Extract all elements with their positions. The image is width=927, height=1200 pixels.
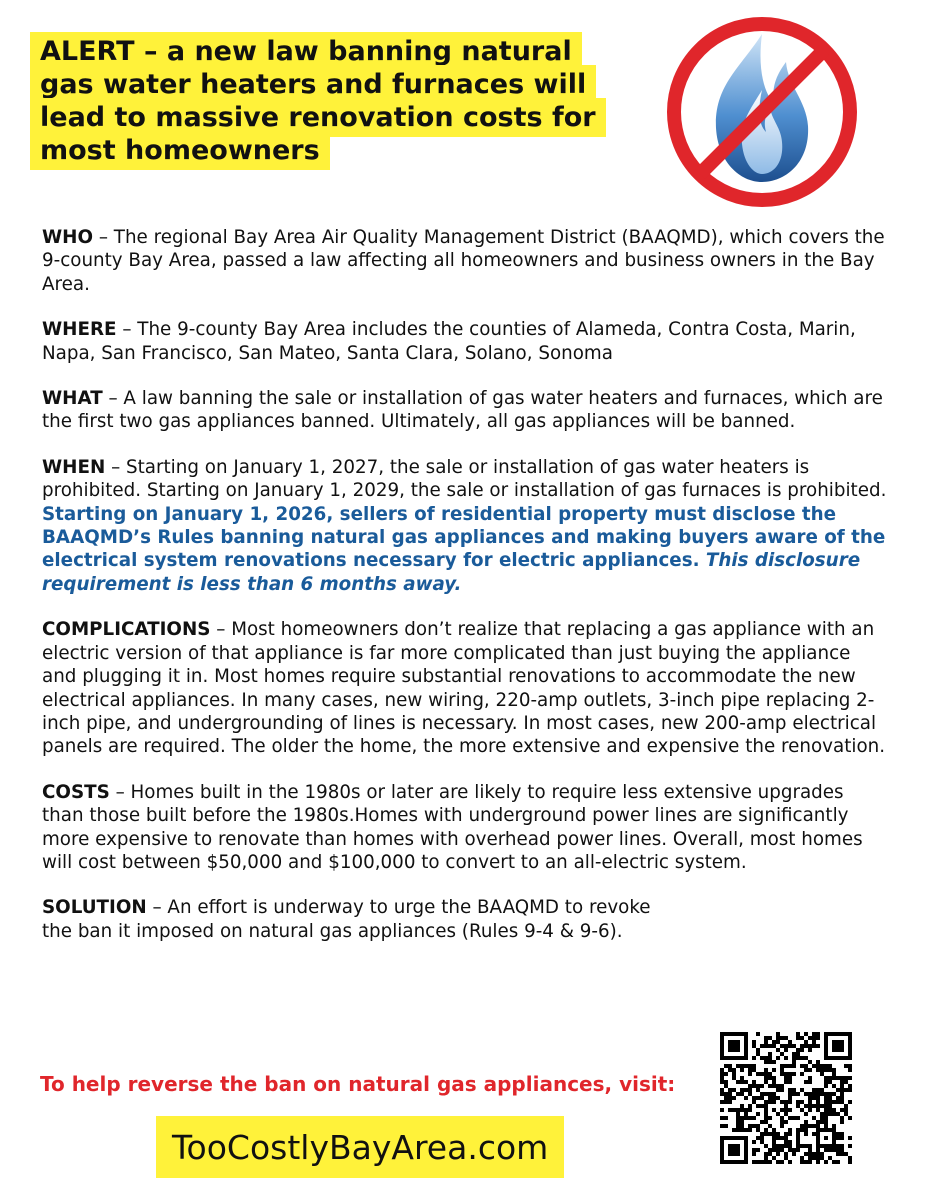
no-gas-flame-icon	[662, 12, 862, 212]
headline	[30, 36, 620, 168]
headline-text: ALERT – a new law banning natural gas water heaters and furnaces will lead to massive renovation costs for most homeowners	[30, 32, 606, 170]
call-to-action: To help reverse the ban on natural gas appliances, visit:	[40, 1072, 676, 1096]
body-text	[42, 226, 890, 965]
section-costs: COSTS – Homes built in the 1980s or later are likely to require less extensive upgrades than those built before the 1980s.Homes with underground power lines are significantly more expensive to renovate than homes with overhead power lines. Overall, most homes will cost between $50,000 and $100,000 to convert to an all-electric system.	[42, 781, 863, 873]
section-when: WHEN – Starting on January 1, 2027, the sale or installation of gas water heaters is prohibited. Starting on January 1, 2029, the sale or installation of gas furnaces is prohibited. Starting on January 1, 2026, sellers of residential property must disclose the BAAQMD’s Rules banning natural gas appliances and making buyers aware of the electrical system renovations necessary for electric appliances. This disclosure requirement is less than 6 months away.	[42, 456, 887, 595]
disclosure-deadline: This disclosure requirement is less than 6 months away.	[42, 550, 861, 595]
qr-code-icon[interactable]	[720, 1032, 852, 1164]
section-solution: SOLUTION – An effort is underway to urge the BAAQMD to revoke the ban it imposed on natural gas appliances (Rules 9-4 & 9-6).	[42, 897, 651, 942]
section-who: WHO – The regional Bay Area Air Quality Management District (BAAQMD), which covers the 9-county Bay Area, passed a law affecting all homeowners and business owners in the Bay Area.	[42, 227, 885, 295]
section-complications: COMPLICATIONS – Most homeowners don’t realize that replacing a gas appliance with an electric version of that appliance is far more complicated than just buying the appliance and plugging it in. Most homes require substantial renovations to accommodate the new electrical appliances. In many cases, new wiring, 220-amp outlets, 3-inch pipe replacing 2-inch pipe, and undergrounding of lines is necessary. In most cases, new 200-amp electrical panels are required. The older the home, the more extensive and expensive the renovation.	[42, 619, 886, 758]
section-where: WHERE – The 9-county Bay Area includes the counties of Alameda, Contra Costa, Marin, Napa, San Francisco, San Mateo, Santa Clara, Solano, Sonoma	[42, 319, 856, 364]
disclosure-highlight: Starting on January 1, 2026, sellers of residential property must disclose the BAAQMD’s Rules banning natural gas appliances and making buyers aware of the electrical system renovations necessary for electric appliances.	[42, 503, 886, 572]
section-what: WHAT – A law banning the sale or installation of gas water heaters and furnaces, which are the first two gas appliances banned. Ultimately, all gas appliances will be banned.	[42, 388, 883, 433]
website-link[interactable]: TooCostlyBayArea.com	[156, 1116, 564, 1178]
